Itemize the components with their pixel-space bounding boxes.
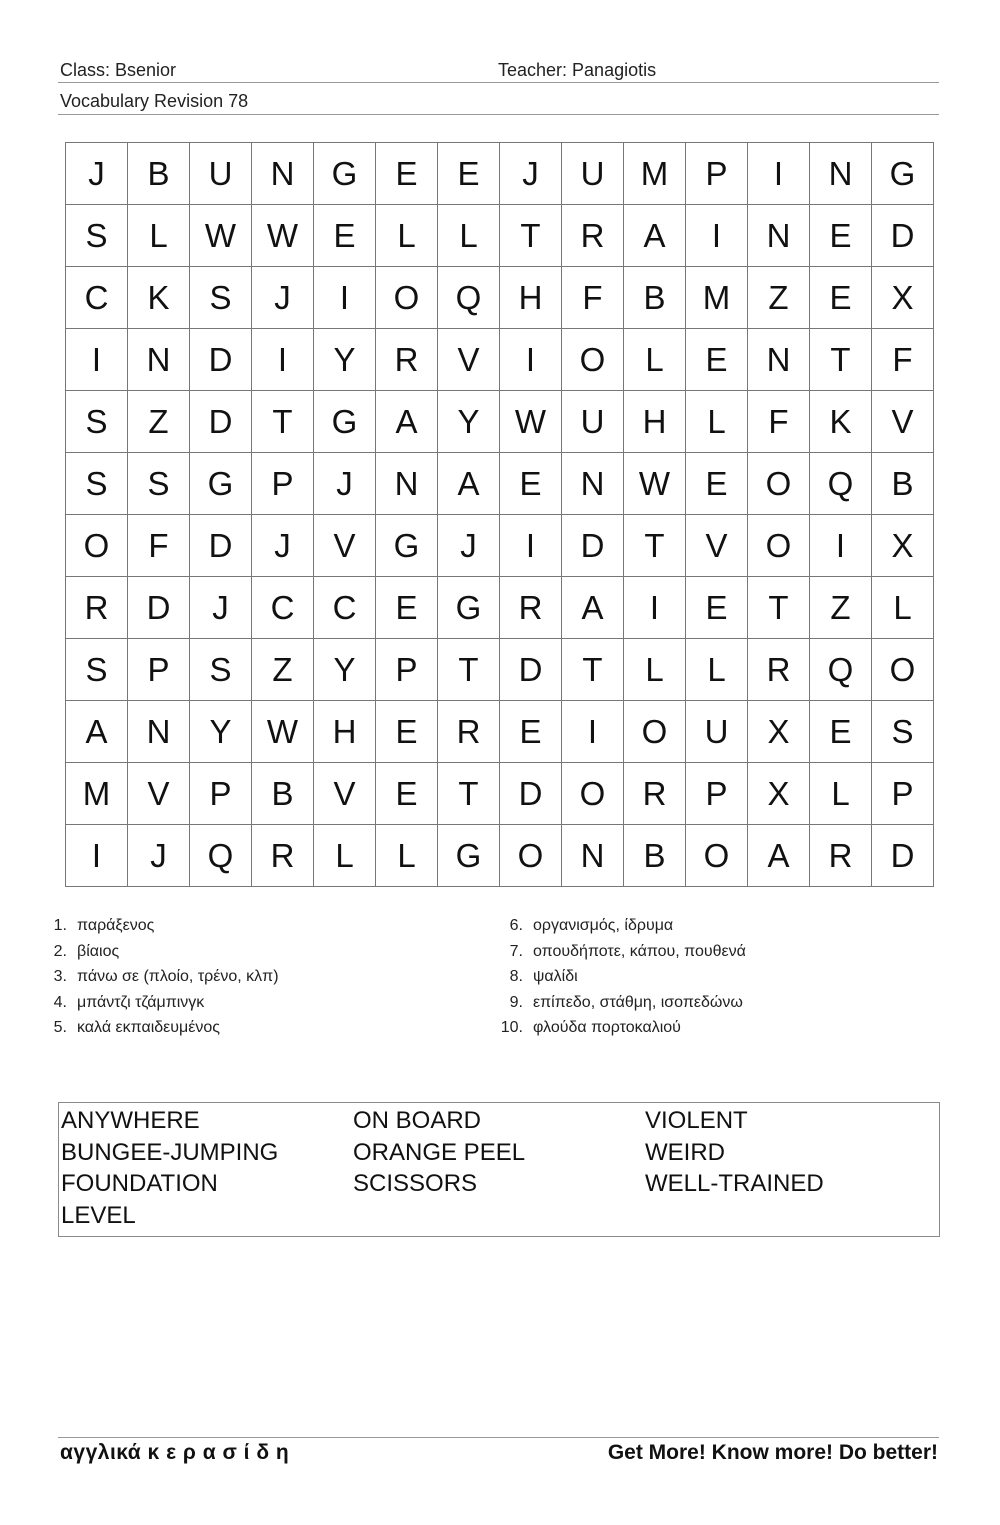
grid-cell: A	[66, 701, 128, 763]
grid-cell: I	[748, 143, 810, 205]
grid-cell: O	[500, 825, 562, 887]
grid-cell: P	[252, 453, 314, 515]
word-bank-item: SCISSORS	[353, 1170, 478, 1197]
grid-cell: D	[190, 391, 252, 453]
grid-cell: R	[810, 825, 872, 887]
grid-cell: O	[624, 701, 686, 763]
clue-number: 9.	[509, 993, 523, 1011]
grid-cell: R	[624, 763, 686, 825]
grid-cell: I	[314, 267, 376, 329]
grid-cell: W	[500, 391, 562, 453]
grid-cell: L	[686, 639, 748, 701]
grid-cell: X	[748, 701, 810, 763]
grid-cell: S	[128, 453, 190, 515]
grid-cell: G	[872, 143, 934, 205]
grid-cell: Z	[128, 391, 190, 453]
grid-cell: G	[190, 453, 252, 515]
word-search-grid	[65, 142, 934, 887]
grid-cell: P	[686, 763, 748, 825]
grid-cell: L	[686, 391, 748, 453]
grid-cell: A	[748, 825, 810, 887]
grid-cell: J	[314, 453, 376, 515]
grid-cell: G	[438, 577, 500, 639]
grid-cell: L	[314, 825, 376, 887]
grid-cell: S	[190, 639, 252, 701]
worksheet-title: Vocabulary Revision 78	[60, 91, 249, 111]
clue-text: παράξενος	[77, 917, 155, 934]
grid-cell: T	[500, 205, 562, 267]
grid-cell: W	[252, 701, 314, 763]
grid-cell: I	[66, 825, 128, 887]
grid-cell: N	[810, 143, 872, 205]
grid-cell: E	[500, 453, 562, 515]
grid-cell: V	[314, 515, 376, 577]
grid-cell: B	[128, 143, 190, 205]
word-bank-item: FOUNDATION	[61, 1170, 218, 1197]
grid-cell: P	[872, 763, 934, 825]
grid-cell: X	[748, 763, 810, 825]
word-bank-item: ANYWHERE	[61, 1107, 200, 1134]
grid-cell: V	[686, 515, 748, 577]
grid-cell: A	[376, 391, 438, 453]
word-bank-item: ORANGE PEEL	[353, 1138, 526, 1166]
clue-item	[486, 1015, 906, 1041]
clue-number: 6.	[509, 917, 523, 934]
grid-cell: D	[128, 577, 190, 639]
grid-cell: V	[872, 391, 934, 453]
grid-cell: N	[376, 453, 438, 515]
grid-cell: O	[376, 267, 438, 329]
grid-cell: J	[128, 825, 190, 887]
clue-text: καλά εκπαιδευμένος	[77, 1019, 221, 1036]
grid-cell: N	[252, 143, 314, 205]
grid-cell: V	[128, 763, 190, 825]
word-bank-item: WEIRD	[645, 1138, 725, 1166]
grid-cell: L	[376, 825, 438, 887]
clue-item	[30, 990, 450, 1016]
grid-cell: I	[500, 329, 562, 391]
grid-cell: J	[500, 143, 562, 205]
grid-cell: D	[190, 329, 252, 391]
grid-cell: E	[376, 143, 438, 205]
clue-item	[30, 913, 450, 939]
grid-cell: D	[500, 763, 562, 825]
grid-cell: W	[252, 205, 314, 267]
grid-cell: I	[686, 205, 748, 267]
grid-cell: N	[562, 825, 624, 887]
grid-cell: Y	[314, 639, 376, 701]
grid-cell: M	[66, 763, 128, 825]
clue-item	[30, 939, 450, 965]
grid-cell: R	[748, 639, 810, 701]
grid-cell: M	[686, 267, 748, 329]
grid-cell: W	[624, 453, 686, 515]
clue-number: 10.	[500, 1019, 523, 1036]
grid-cell: T	[624, 515, 686, 577]
clue-list-left	[30, 913, 450, 1041]
grid-cell: L	[624, 329, 686, 391]
grid-cell: Q	[190, 825, 252, 887]
clue-item	[486, 913, 906, 939]
header-divider	[58, 82, 939, 83]
clue-text: μπάντζι τζάμπινγκ	[77, 993, 205, 1011]
grid-cell: H	[500, 267, 562, 329]
grid-cell: P	[376, 639, 438, 701]
grid-cell: E	[500, 701, 562, 763]
clue-number: 4.	[53, 993, 67, 1011]
grid-cell: G	[314, 143, 376, 205]
grid-cell: Q	[810, 453, 872, 515]
grid-cell: A	[624, 205, 686, 267]
grid-cell: R	[438, 701, 500, 763]
grid-cell: Q	[810, 639, 872, 701]
clue-text: πάνω σε (πλοίο, τρένο, κλπ)	[77, 968, 279, 985]
grid-cell: R	[252, 825, 314, 887]
grid-cell: B	[872, 453, 934, 515]
grid-cell: S	[66, 205, 128, 267]
grid-cell: D	[562, 515, 624, 577]
grid-cell: Y	[190, 701, 252, 763]
grid-cell: Q	[438, 267, 500, 329]
grid-cell: G	[438, 825, 500, 887]
clue-list-right	[486, 913, 906, 1041]
grid-cell: O	[562, 329, 624, 391]
word-bank	[58, 1102, 940, 1237]
grid-cell: T	[252, 391, 314, 453]
grid-cell: E	[314, 205, 376, 267]
grid-cell: D	[190, 515, 252, 577]
grid-cell: L	[624, 639, 686, 701]
grid-cell: C	[252, 577, 314, 639]
grid-cell: O	[562, 763, 624, 825]
grid-cell: S	[66, 453, 128, 515]
grid-cell: Y	[314, 329, 376, 391]
grid-cell: J	[438, 515, 500, 577]
grid-cell: S	[190, 267, 252, 329]
grid-cell: L	[438, 205, 500, 267]
clue-text: φλούδα πορτοκαλιού	[533, 1019, 681, 1036]
grid-cell: I	[252, 329, 314, 391]
word-bank-item: VIOLENT	[645, 1107, 748, 1134]
clue-number: 1.	[53, 917, 67, 934]
clue-number: 8.	[509, 968, 523, 985]
grid-cell: N	[128, 329, 190, 391]
grid-cell: U	[562, 391, 624, 453]
grid-cell: A	[438, 453, 500, 515]
grid-cell: L	[128, 205, 190, 267]
grid-cell: I	[66, 329, 128, 391]
grid-cell: A	[562, 577, 624, 639]
grid-cell: O	[748, 453, 810, 515]
clue-number: 3.	[53, 968, 67, 985]
grid-cell: G	[314, 391, 376, 453]
grid-cell: X	[872, 267, 934, 329]
word-bank-item: WELL-TRAINED	[645, 1170, 824, 1197]
word-bank-item: ON BOARD	[353, 1107, 482, 1134]
grid-cell: L	[810, 763, 872, 825]
grid-cell: E	[376, 701, 438, 763]
grid-cell: N	[748, 329, 810, 391]
grid-cell: P	[190, 763, 252, 825]
clue-text: οργανισμός, ίδρυμα	[533, 917, 674, 934]
grid-cell: E	[438, 143, 500, 205]
clue-number: 2.	[53, 942, 67, 960]
grid-cell: P	[686, 143, 748, 205]
grid-cell: H	[624, 391, 686, 453]
grid-cell: S	[872, 701, 934, 763]
grid-cell: Y	[438, 391, 500, 453]
grid-cell: I	[624, 577, 686, 639]
grid-cell: E	[376, 763, 438, 825]
grid-cell: S	[66, 639, 128, 701]
grid-cell: K	[810, 391, 872, 453]
grid-cell: S	[66, 391, 128, 453]
clue-number: 5.	[53, 1019, 67, 1036]
word-bank-item: BUNGEE-JUMPING	[61, 1138, 279, 1166]
footer-divider	[58, 1437, 939, 1438]
clue-item	[486, 990, 906, 1016]
grid-cell: E	[810, 205, 872, 267]
grid-cell: B	[624, 267, 686, 329]
teacher-label: Teacher: Panagiotis	[498, 60, 657, 80]
grid-cell: T	[562, 639, 624, 701]
grid-cell: V	[314, 763, 376, 825]
grid-cell: F	[872, 329, 934, 391]
clue-item	[486, 939, 906, 965]
grid-cell: B	[624, 825, 686, 887]
footer-slogan: Get More! Know more! Do better!	[607, 1441, 938, 1464]
grid-cell: F	[128, 515, 190, 577]
grid-cell: Z	[748, 267, 810, 329]
grid-cell: L	[872, 577, 934, 639]
class-label: Class: Bsenior	[60, 60, 177, 80]
grid-cell: J	[252, 267, 314, 329]
word-bank-item: LEVEL	[61, 1201, 136, 1229]
grid-cell: D	[872, 825, 934, 887]
grid-cell: E	[686, 577, 748, 639]
clue-text: επίπεδο, στάθμη, ισοπεδώνω	[533, 993, 743, 1011]
grid-cell: P	[128, 639, 190, 701]
grid-cell: E	[810, 267, 872, 329]
grid-cell: J	[252, 515, 314, 577]
grid-cell: W	[190, 205, 252, 267]
grid-cell: U	[562, 143, 624, 205]
grid-cell: U	[190, 143, 252, 205]
grid-cell: E	[376, 577, 438, 639]
grid-cell: R	[500, 577, 562, 639]
grid-cell: J	[66, 143, 128, 205]
footer-brand: αγγλικά κ ε ρ α σ ί δ η	[60, 1441, 290, 1464]
grid-cell: B	[252, 763, 314, 825]
grid-cell: N	[128, 701, 190, 763]
grid-cell: E	[810, 701, 872, 763]
grid-cell: F	[748, 391, 810, 453]
grid-cell: R	[376, 329, 438, 391]
grid-cell: L	[376, 205, 438, 267]
grid-cell: V	[438, 329, 500, 391]
grid-cell: T	[810, 329, 872, 391]
grid-cell: N	[748, 205, 810, 267]
grid-cell: C	[66, 267, 128, 329]
grid-cell: I	[810, 515, 872, 577]
grid-cell: C	[314, 577, 376, 639]
grid-cell: R	[66, 577, 128, 639]
grid-cell: R	[562, 205, 624, 267]
grid-cell: T	[438, 763, 500, 825]
grid-cell: O	[748, 515, 810, 577]
grid-cell: O	[66, 515, 128, 577]
grid-cell: N	[562, 453, 624, 515]
grid-cell: Z	[252, 639, 314, 701]
grid-cell: F	[562, 267, 624, 329]
grid-cell: J	[190, 577, 252, 639]
grid-cell: K	[128, 267, 190, 329]
grid-cell: Z	[810, 577, 872, 639]
grid-cell: M	[624, 143, 686, 205]
clue-item	[30, 1015, 450, 1041]
clue-text: οπουδήποτε, κάπου, πουθενά	[533, 942, 746, 960]
grid-cell: D	[872, 205, 934, 267]
clue-item	[486, 964, 906, 990]
grid-cell: T	[748, 577, 810, 639]
grid-cell: I	[562, 701, 624, 763]
clue-text: ψαλίδι	[533, 968, 578, 985]
grid-cell: U	[686, 701, 748, 763]
grid-cell: I	[500, 515, 562, 577]
clue-text: βίαιος	[77, 942, 120, 960]
grid-cell: E	[686, 453, 748, 515]
grid-cell: O	[686, 825, 748, 887]
grid-cell: H	[314, 701, 376, 763]
clue-item	[30, 964, 450, 990]
grid-cell: D	[500, 639, 562, 701]
title-divider	[58, 114, 939, 115]
clue-number: 7.	[509, 942, 523, 960]
grid-cell: E	[686, 329, 748, 391]
grid-cell: O	[872, 639, 934, 701]
grid-cell: T	[438, 639, 500, 701]
grid-cell: G	[376, 515, 438, 577]
grid-cell: X	[872, 515, 934, 577]
